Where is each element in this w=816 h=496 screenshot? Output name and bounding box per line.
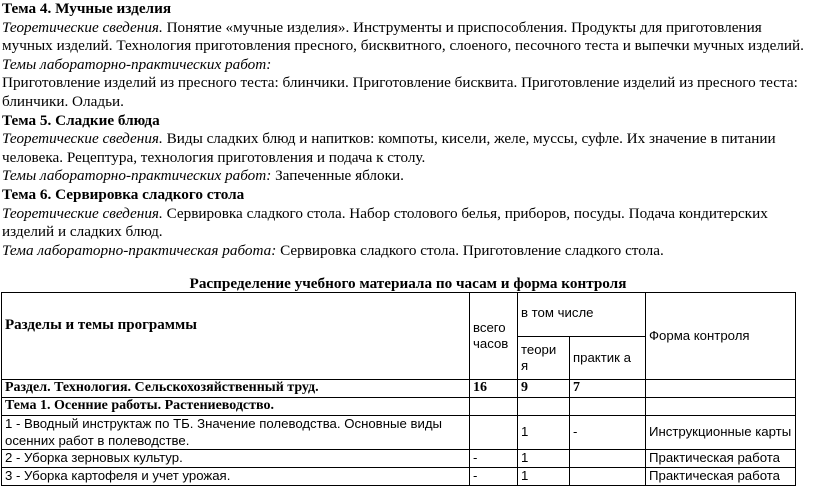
- lab-label: Темы лабораторно-практических работ:: [2, 55, 272, 73]
- topic-lab: [2, 167, 814, 186]
- topics-text: [2, 0, 814, 260]
- table-row: [2, 380, 796, 398]
- lab-text: Приготовление изделий из пресного теста: блинчики. Приготовление бисквита. Приготовление изделий из пресного теста: блинчики. Оладьи.: [2, 74, 798, 110]
- table-row: [2, 450, 796, 468]
- row-theory: 1: [518, 468, 570, 486]
- header-control: Форма контроля: [646, 293, 796, 380]
- header-total: всего часов: [470, 293, 518, 380]
- header-practice: практик а: [570, 337, 646, 380]
- topic-name: Тема 1. Осенние работы. Растениеводство.: [2, 398, 470, 416]
- topic-title: Тема 6. Сервировка сладкого стола: [2, 185, 245, 203]
- theory-label: Теоретические сведения.: [2, 130, 163, 148]
- theory-label: Теоретические сведения.: [2, 18, 163, 36]
- row-control: Инструкционные карты: [646, 416, 796, 450]
- row-total: [470, 416, 518, 450]
- lab-text: Сервировка сладкого стола. Приготовление сладкого стола.: [276, 241, 664, 259]
- header-including: в том числе: [518, 293, 646, 337]
- row-theory: 1: [518, 450, 570, 468]
- theory-text: Сервировка сладкого стола. Набор столового белья, приборов, посуды. Подача кондитерских изделий и сладких блюд.: [2, 204, 768, 241]
- distribution-table: [1, 292, 796, 486]
- table-row: [2, 398, 796, 416]
- header-sections: Разделы и темы программы: [2, 293, 470, 380]
- topic-theory: [2, 205, 814, 242]
- row-name: 2 - Уборка зерновых культур.: [2, 450, 470, 468]
- section-control: [646, 380, 796, 398]
- section-practice: 7: [570, 380, 646, 398]
- row-practice: [570, 468, 646, 486]
- lab-label: Тема лабораторно-практическая работа:: [2, 241, 277, 259]
- topic-lab: [2, 242, 814, 261]
- table-title: Распределение учебного материала по часам и форма контроля: [189, 275, 627, 292]
- lab-label: Темы лабораторно-практических работ:: [2, 167, 272, 185]
- section-name: Раздел. Технология. Сельскохозяйственный труд.: [2, 380, 470, 398]
- row-control: Практическая работа: [646, 468, 796, 486]
- topic-title: Тема 5. Сладкие блюда: [2, 111, 160, 129]
- row-control: Практическая работа: [646, 450, 796, 468]
- theory-text: Виды сладких блюд и напитков: компоты, кисели, желе, муссы, суфле. Их значение в питании человека. Рецептура, технология приготовления и подача к столу.: [2, 130, 776, 166]
- lab-text: Запеченные яблоки.: [271, 167, 404, 185]
- topic-theory: [2, 19, 814, 56]
- row-theory: 1: [518, 416, 570, 450]
- row-practice: [570, 450, 646, 468]
- row-name: 3 - Уборка картофеля и учет урожая.: [2, 468, 470, 486]
- table-row: [2, 468, 796, 486]
- row-total: -: [470, 450, 518, 468]
- section-total: 16: [470, 380, 518, 398]
- theory-label: Теоретические сведения.: [2, 204, 163, 222]
- table-row: [2, 416, 796, 450]
- row-name: 1 - Вводный инструктаж по ТБ. Значение полеводства. Основные виды осенних работ в полеводстве.: [2, 416, 470, 450]
- row-practice: -: [570, 416, 646, 450]
- row-total: -: [470, 468, 518, 486]
- topic-theory: [2, 130, 814, 167]
- topic-title: Тема 4. Мучные изделия: [2, 0, 172, 17]
- theory-text: Понятие «мучные изделия». Инструменты и приспособления. Продукты для приготовления мучных изделий. Технология приготовления пресного, бисквитного, слоеного, песочного теста и выпечки мучных изделий.: [2, 18, 804, 55]
- header-theory: теори я: [518, 337, 570, 380]
- section-theory: 9: [518, 380, 570, 398]
